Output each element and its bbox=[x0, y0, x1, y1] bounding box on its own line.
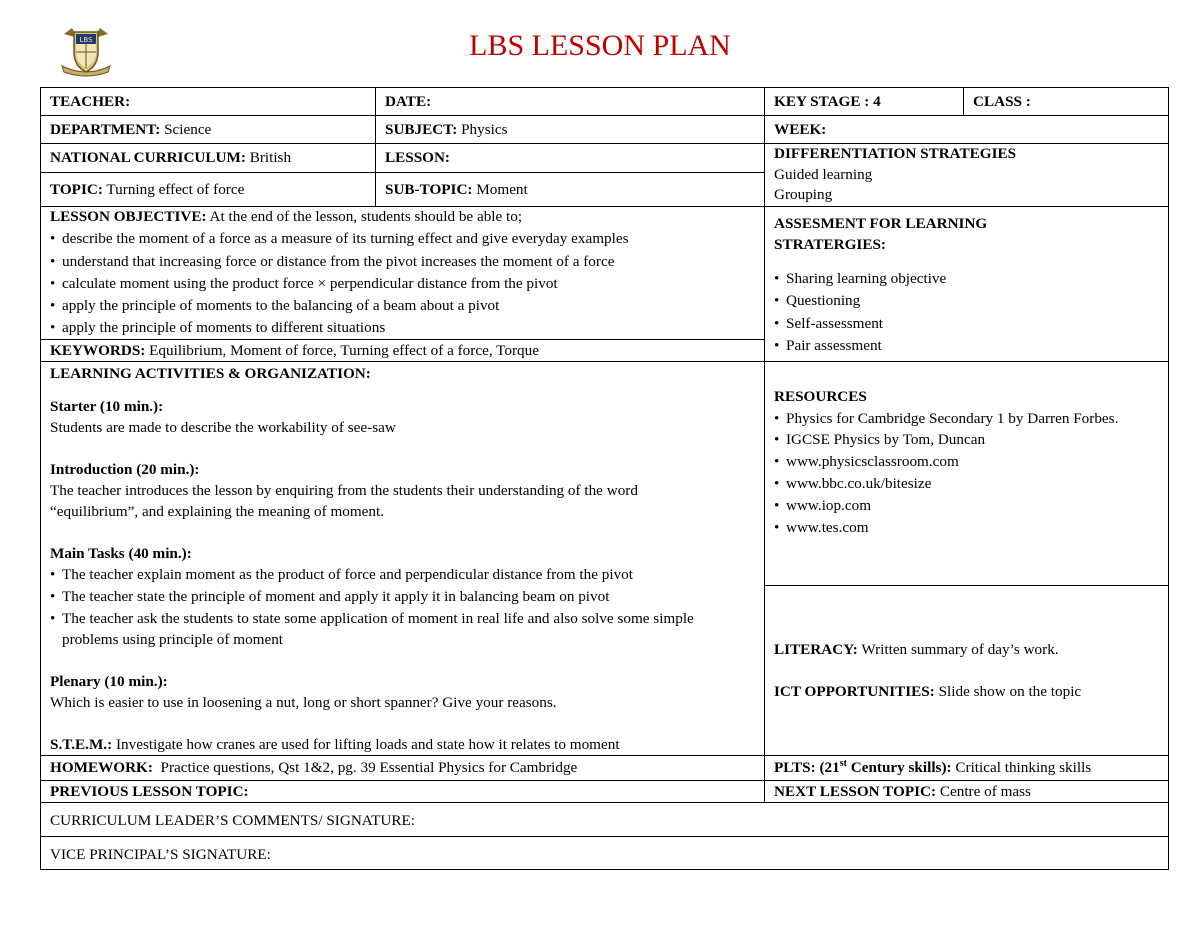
homework-field: HOMEWORK: Practice questions, Qst 1&2, pg. 39 Essential Physics for Cambridge bbox=[50, 759, 578, 776]
literacy-field: LITERACY: Written summary of day’s work. bbox=[774, 641, 1059, 658]
main-task-item: • The teacher state the principle of moment and apply it apply it in balancing beam on pivot bbox=[50, 586, 760, 608]
table-divider bbox=[764, 87, 765, 802]
lesson-field: LESSON: bbox=[385, 149, 450, 166]
topic-field: TOPIC: Turning effect of force bbox=[50, 181, 245, 198]
assessment-strategies: ASSESMENT FOR LEARNING STRATERGIES: • Sharing learning objective • Questioning • Self-assessment • Pair assessment bbox=[766, 213, 987, 357]
vice-principal-signature-field: VICE PRINCIPAL’S SIGNATURE: bbox=[50, 846, 271, 863]
lesson-objectives: LESSON OBJECTIVE: At the end of the lesson, students should be able to; • describe the moment of a force as a measure of its turning effect and give everyday examples • understand that increasing force or distance from the pivot increases the moment of a force • calculate moment using the product force × perpendicular distance from the pivot • apply the principle of moments to the balancing of a beam about a pivot • apply the principle of moments to different situations bbox=[42, 206, 629, 340]
assessment-item: • Self-assessment bbox=[774, 313, 987, 335]
assessment-item: • Questioning bbox=[774, 290, 987, 312]
keywords-field: KEYWORDS: Equilibrium, Moment of force, Turning effect of a force, Torque bbox=[50, 342, 539, 359]
key-stage-field: KEY STAGE : 4 bbox=[774, 93, 881, 110]
subtopic-field: SUB-TOPIC: Moment bbox=[385, 181, 528, 198]
differentiation-item: Guided learning bbox=[774, 165, 873, 183]
table-divider bbox=[40, 361, 1169, 362]
objective-item: • apply the principle of moments to different situations bbox=[50, 317, 629, 339]
assessment-item: • Sharing learning objective bbox=[774, 268, 987, 290]
resources: RESOURCES • Physics for Cambridge Secondary 1 by Darren Forbes. • IGCSE Physics by Tom, Duncan • www.physicsclassroom.com • www.bbc.co.uk/bitesize • www.iop.com • www.tes.com bbox=[766, 386, 1164, 539]
table-divider bbox=[764, 585, 1169, 586]
objective-item: • apply the principle of moments to the balancing of a beam about a pivot bbox=[50, 295, 629, 317]
subject-field: SUBJECT: Physics bbox=[385, 121, 508, 138]
curriculum-leader-signature-field: CURRICULUM LEADER’S COMMENTS/ SIGNATURE: bbox=[50, 812, 415, 829]
assessment-item: • Pair assessment bbox=[774, 335, 987, 357]
resource-item: • www.bbc.co.uk/bitesize bbox=[774, 473, 1164, 495]
page-title: LBS LESSON PLAN bbox=[469, 29, 731, 62]
resource-item: • www.iop.com bbox=[774, 495, 1164, 517]
resource-item: • Physics for Cambridge Secondary 1 by Darren Forbes. bbox=[774, 408, 1164, 429]
ict-opportunities-field: ICT OPPORTUNITIES: Slide show on the topic bbox=[774, 683, 1082, 700]
department-field: DEPARTMENT: Science bbox=[50, 121, 212, 138]
svg-text:LBS: LBS bbox=[79, 36, 93, 44]
differentiation-strategies: DIFFERENTIATION STRATEGIES Guided learning Grouping bbox=[774, 145, 1017, 203]
table-divider bbox=[40, 172, 764, 173]
week-field: WEEK: bbox=[774, 121, 827, 138]
teacher-field: TEACHER: bbox=[50, 93, 131, 110]
resource-item: • www.tes.com bbox=[774, 517, 1164, 539]
learning-activities: LEARNING ACTIVITIES & ORGANIZATION: Starter (10 min.): Students are made to describe the workability of see-saw Introduction (20 min.): The teacher introduces the lesson by enquiring from the students their understanding of the word “equilibrium”, and explaining the meaning of moment. Main Tasks (40 min.): • The teacher explain moment as the product of force and perpendicular distance from the pivot • The teacher state the principle of moment and apply it apply it in balancing beam on pivot • The teacher ask the students to state some application of moment in real life and also solve some simple problems using principle of moment Plenary (10 min.): Which is easier to use in loosening a nut, long or short spanner? Give your reasons. S.T.E.M.: Investigate how cranes are used for lifting loads and state how it relates to moment bbox=[42, 363, 760, 755]
differentiation-item: Grouping bbox=[774, 186, 833, 203]
table-divider bbox=[40, 115, 1169, 116]
national-curriculum-field: NATIONAL CURRICULUM: British bbox=[50, 149, 292, 166]
table-divider bbox=[40, 802, 1169, 803]
table-divider bbox=[40, 755, 1169, 756]
objective-item: • calculate moment using the product force × perpendicular distance from the pivot bbox=[50, 273, 629, 295]
objective-item: • describe the moment of a force as a measure of its turning effect and give everyday examples bbox=[50, 228, 629, 250]
resource-item: • IGCSE Physics by Tom, Duncan bbox=[774, 429, 1164, 451]
previous-lesson-topic-field: PREVIOUS LESSON TOPIC: bbox=[50, 783, 249, 800]
main-task-item: • The teacher ask the students to state some application of moment in real life and also solve some simple problems using principle of moment bbox=[50, 608, 740, 650]
main-task-item: • The teacher explain moment as the product of force and perpendicular distance from the pivot bbox=[50, 564, 760, 586]
objective-item: • understand that increasing force or distance from the pivot increases the moment of a force bbox=[50, 251, 629, 273]
next-lesson-topic-field: NEXT LESSON TOPIC: Centre of mass bbox=[774, 783, 1031, 800]
plts-field: PLTS: (21st Century skills): Critical thinking skills bbox=[774, 757, 1092, 776]
table-divider bbox=[375, 87, 376, 206]
date-field: DATE: bbox=[385, 93, 432, 110]
table-divider bbox=[40, 836, 1169, 837]
class-field: CLASS : bbox=[973, 93, 1031, 110]
table-divider bbox=[963, 87, 964, 115]
resource-item: • www.physicsclassroom.com bbox=[774, 451, 1164, 473]
